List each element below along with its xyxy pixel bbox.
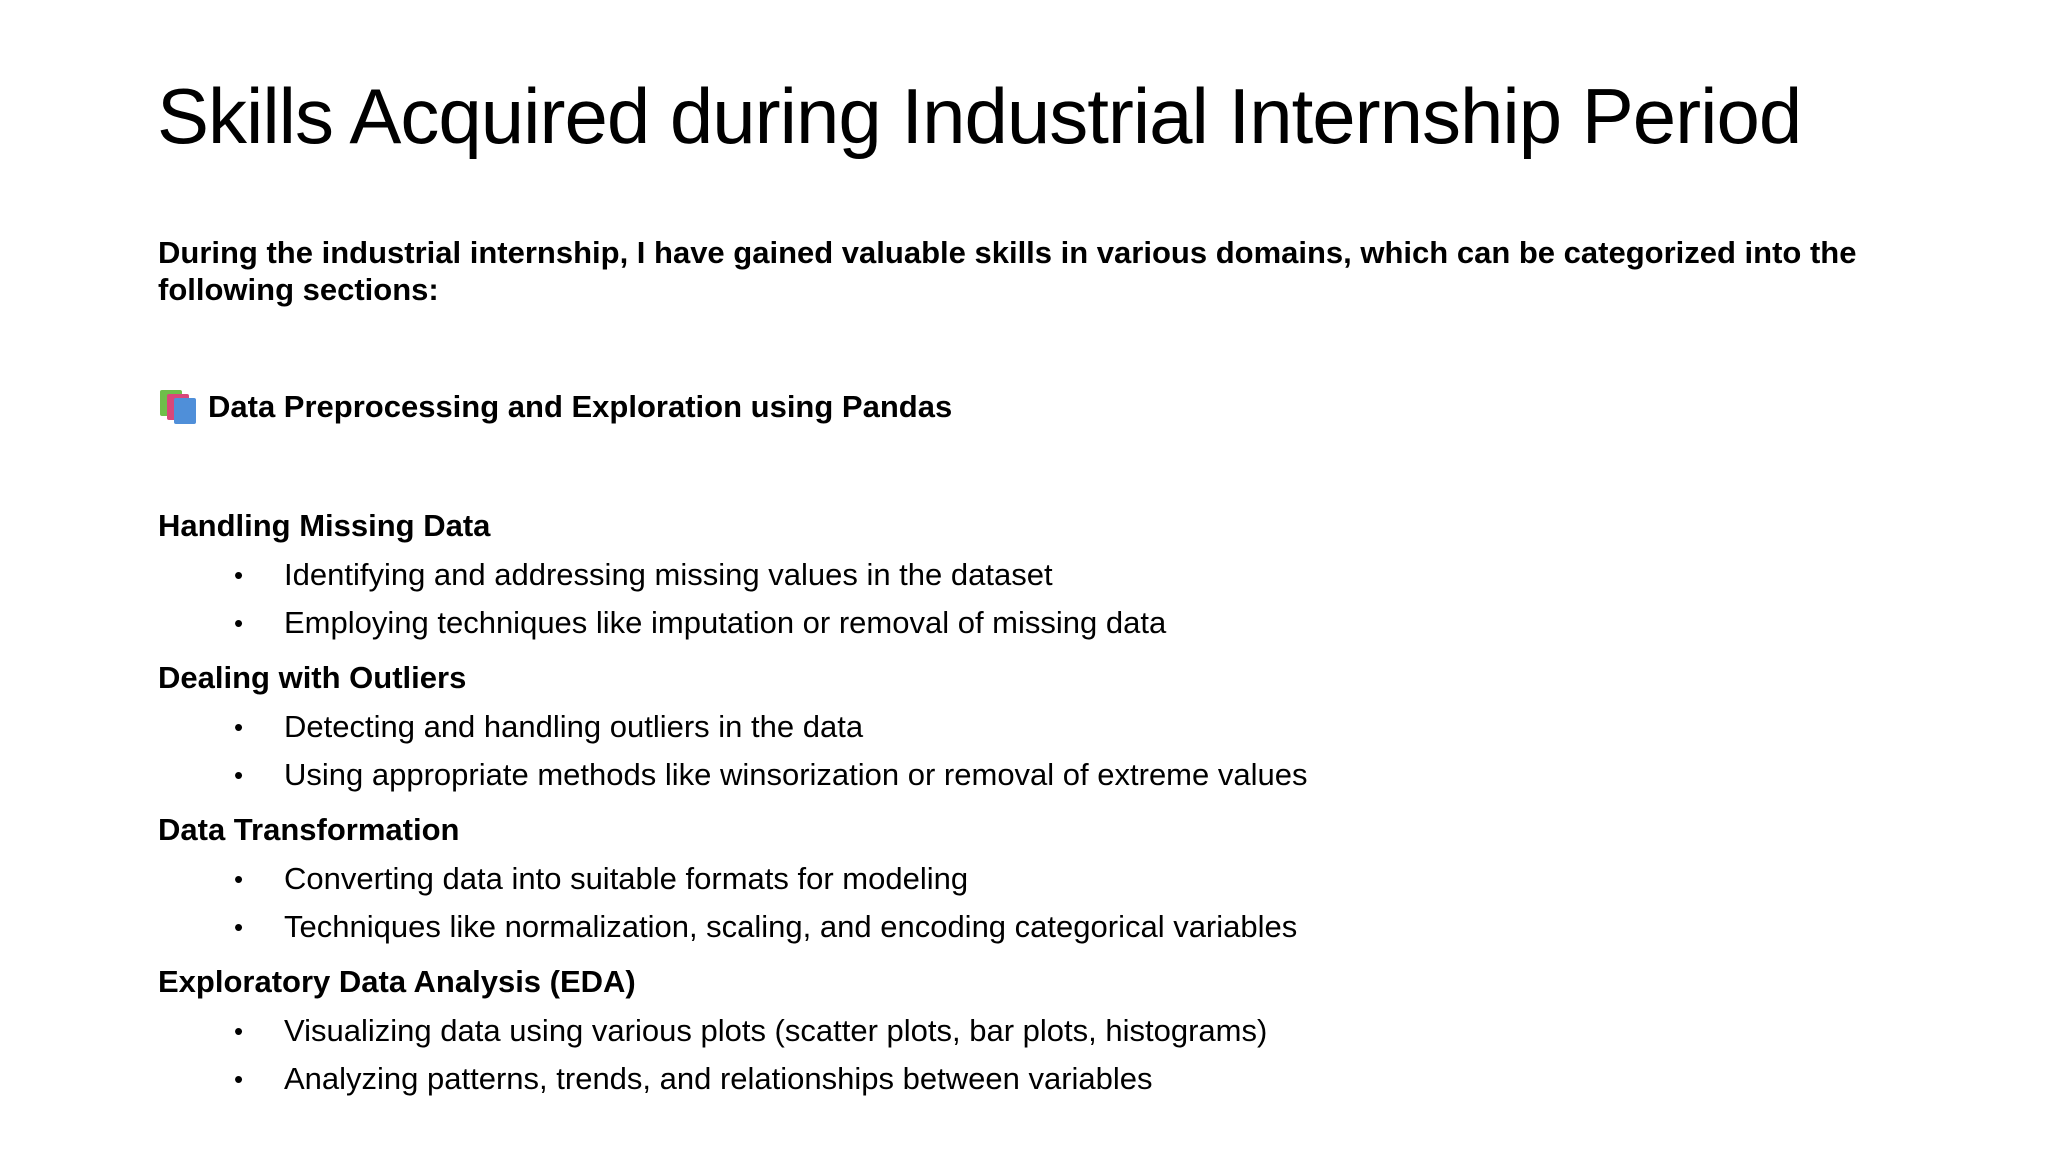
bullet-item <box>158 703 1307 751</box>
bullet-item <box>158 903 1307 951</box>
bullet-list <box>158 703 1307 799</box>
bullet-item <box>158 599 1307 647</box>
slide-title: Skills Acquired during Industrial Internship Period <box>157 72 1802 160</box>
bullet-glyph: • <box>234 608 244 638</box>
skill-group-heading: Exploratory Data Analysis (EDA) <box>158 964 636 999</box>
bullet-text: Visualizing data using various plots (scatter plots, bar plots, histograms) <box>284 1013 1268 1048</box>
skill-group <box>158 657 1307 799</box>
skill-group <box>158 809 1307 951</box>
bullet-text: Identifying and addressing missing values in the dataset <box>284 557 1053 592</box>
bullet-text: Employing techniques like imputation or removal of missing data <box>284 605 1167 640</box>
bullet-item <box>158 1007 1307 1055</box>
skill-group-heading: Dealing with Outliers <box>158 660 467 695</box>
bullet-text: Detecting and handling outliers in the data <box>284 709 864 744</box>
section-heading <box>160 389 952 425</box>
bullet-text: Analyzing patterns, trends, and relationships between variables <box>284 1061 1153 1096</box>
bullet-item <box>158 751 1307 799</box>
bullet-text: Converting data into suitable formats for modeling <box>284 861 969 896</box>
bullet-glyph: • <box>234 912 244 942</box>
bullet-text: Using appropriate methods like winsorization or removal of extreme values <box>284 757 1308 792</box>
bullet-glyph: • <box>234 1064 244 1094</box>
bullet-glyph: • <box>234 1016 244 1046</box>
skill-group-heading: Data Transformation <box>158 812 460 847</box>
bullet-list <box>158 1007 1307 1103</box>
bullet-glyph: • <box>234 560 244 590</box>
bullet-item <box>158 855 1307 903</box>
skill-group-heading: Handling Missing Data <box>158 508 491 543</box>
books-icon <box>160 390 196 424</box>
skill-group <box>158 505 1307 647</box>
bullet-item <box>158 551 1307 599</box>
section-heading-text: Data Preprocessing and Exploration using Pandas <box>208 389 953 424</box>
bullet-text: Techniques like normalization, scaling, and encoding categorical variables <box>284 909 1298 944</box>
bullet-glyph: • <box>234 864 244 894</box>
skills-list <box>158 505 1307 1103</box>
bullet-item <box>158 1055 1307 1103</box>
bullet-glyph: • <box>234 712 244 742</box>
bullet-list <box>158 855 1307 951</box>
skill-group <box>158 961 1307 1103</box>
intro-paragraph: During the industrial internship, I have gained valuable skills in various domains, which can be categorized into the following sections: <box>158 235 1857 307</box>
bullet-glyph: • <box>234 760 244 790</box>
bullet-list <box>158 551 1307 647</box>
